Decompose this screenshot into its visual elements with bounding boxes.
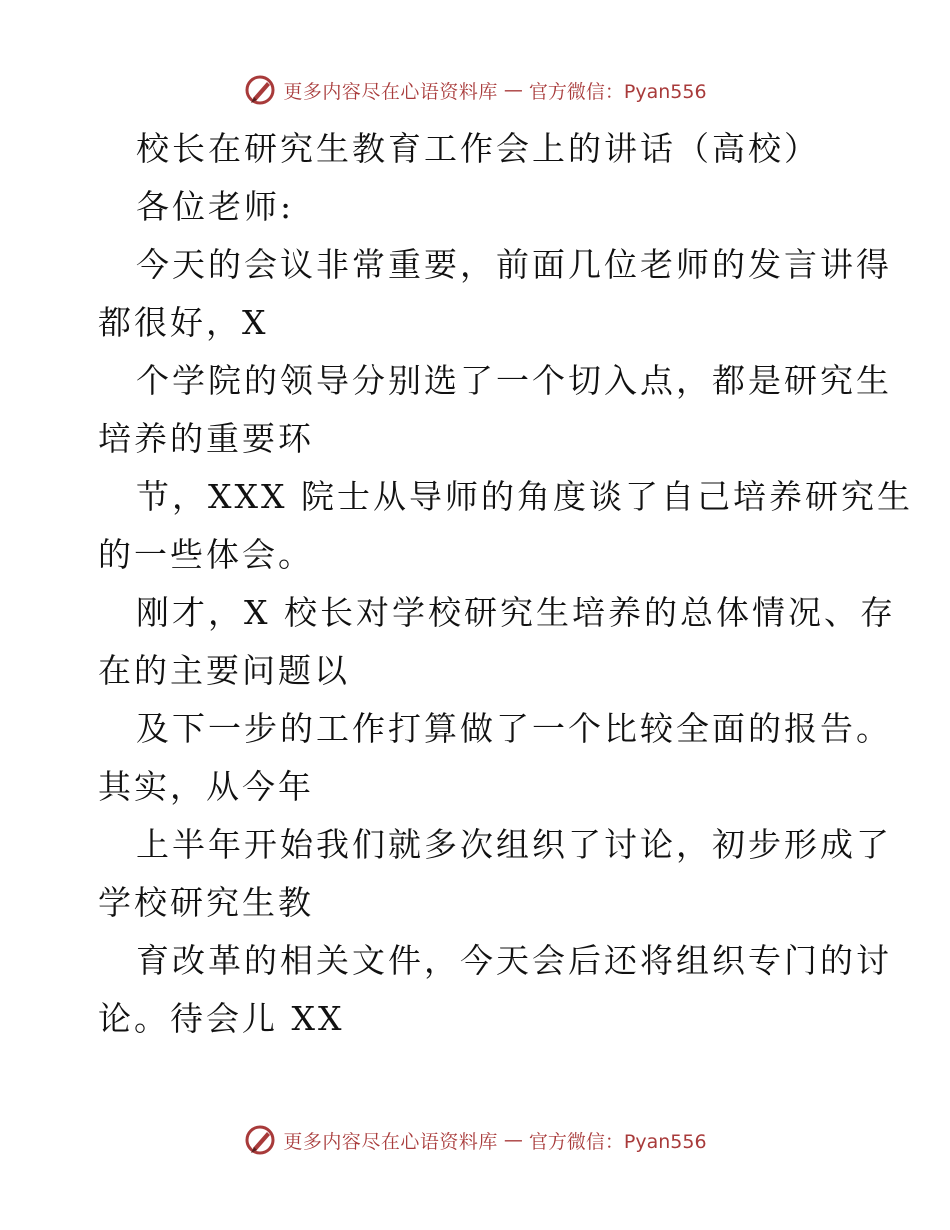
document-body: [98, 120, 913, 1048]
text-line: 学校研究生教: [98, 883, 314, 922]
text-line: 的一些体会。: [98, 535, 314, 574]
text-line: 今天的会议非常重要，前面几位老师的发言讲得: [136, 245, 892, 284]
pen-circle-logo-icon: [243, 1123, 277, 1157]
text-line: 论。待会儿 XX: [98, 999, 345, 1038]
banner-wechat-id: 官方微信：Pyan556: [528, 80, 707, 103]
text-line: 育改革的相关文件，今天会后还将组织专门的讨: [136, 941, 892, 980]
banner-slogan: 更多内容尽在心语资料库: [283, 80, 498, 103]
text-line: 在的主要问题以: [98, 651, 350, 690]
text-line: 上半年开始我们就多次组织了讨论，初步形成了: [136, 825, 892, 864]
text-line: 都很好，X: [98, 303, 269, 342]
banner-slogan: 更多内容尽在心语资料库: [283, 1130, 498, 1153]
salutation: 各位老师:: [136, 187, 295, 226]
text-line: 培养的重要环: [98, 419, 314, 458]
banner-dash: —: [503, 1129, 523, 1151]
document-title: 校长在研究生教育工作会上的讲话（高校）: [136, 129, 820, 168]
header-banner: [0, 70, 950, 110]
banner-wechat-id: 官方微信：Pyan556: [528, 1130, 707, 1153]
banner-dash: —: [503, 79, 523, 101]
text-line: 其实，从今年: [98, 767, 314, 806]
footer-banner: [0, 1120, 950, 1160]
text-line: 刚才，X 校长对学校研究生培养的总体情况、存: [136, 593, 896, 632]
pen-circle-logo-icon: [243, 73, 277, 107]
text-line: 个学院的领导分别选了一个切入点，都是研究生: [136, 361, 892, 400]
text-line: 及下一步的工作打算做了一个比较全面的报告。: [136, 709, 892, 748]
text-line: 节，XXX 院士从导师的角度谈了自己培养研究生: [136, 477, 913, 516]
